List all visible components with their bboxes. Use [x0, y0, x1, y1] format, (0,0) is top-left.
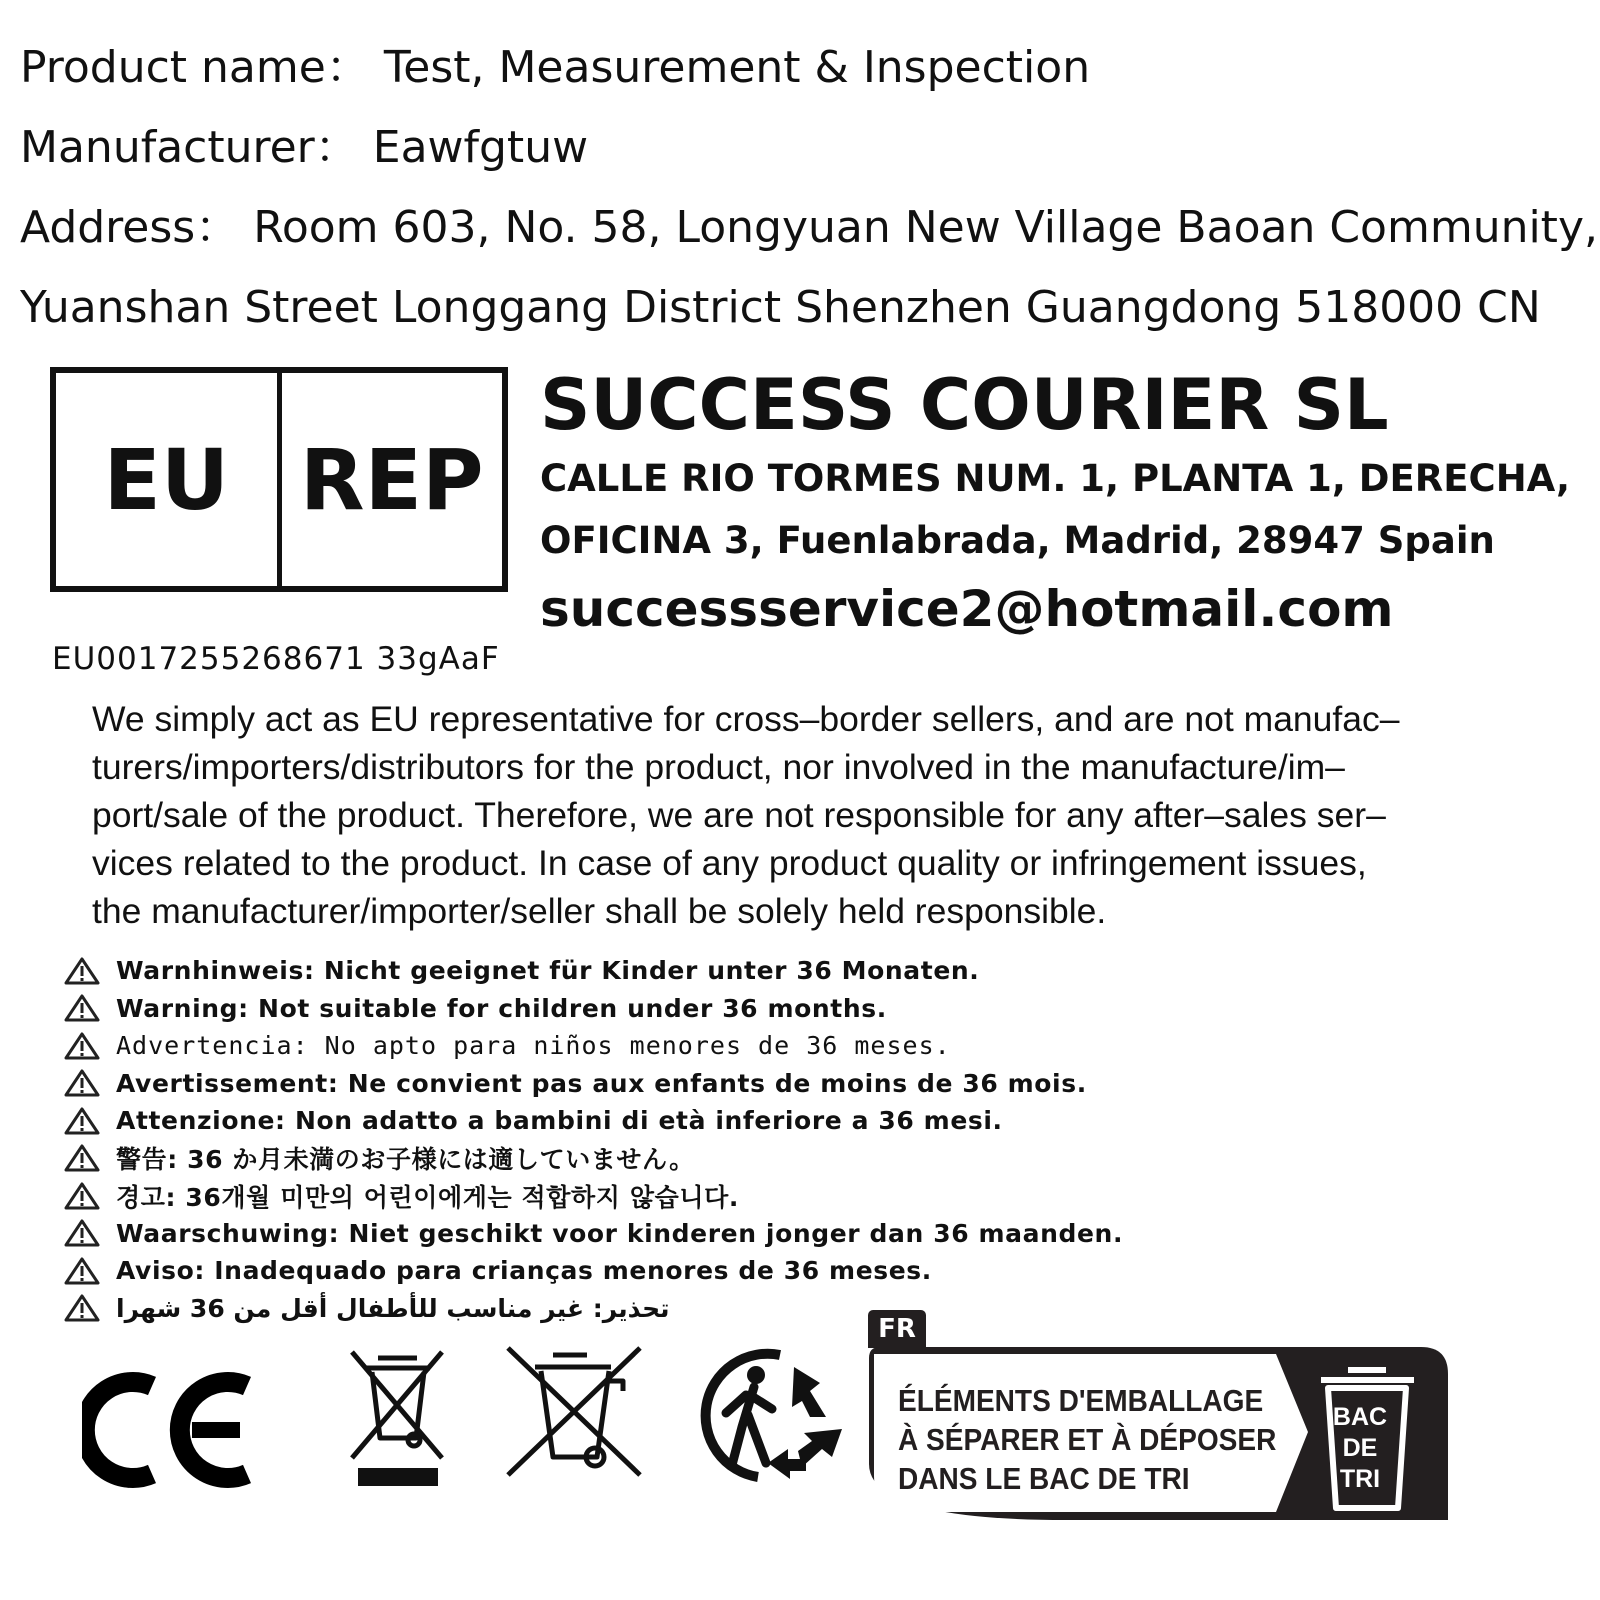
warning-triangle-icon	[64, 1294, 100, 1322]
warning-row	[64, 1027, 1364, 1065]
courier-address-line-2: OFICINA 3, Fuenlabrada, Madrid, 28947 Spain	[540, 519, 1495, 562]
eu-rep-code: EU0017255268671 33gAaF	[52, 641, 500, 677]
warning-pt: Aviso: Inadequado para crianças menores de 36 meses.	[116, 1256, 932, 1286]
product-name-line	[20, 28, 1590, 108]
disclaimer-line: port/sale of the product. Therefore, we are not responsible for any after–sales ser–	[92, 795, 1386, 835]
fr-line: À SÉPARER ET À DÉPOSER	[898, 1423, 1277, 1457]
warning-triangle-icon	[64, 994, 100, 1022]
warning-fr: Avertissement: Ne convient pas aux enfants de moins de 36 mois.	[116, 1068, 1087, 1098]
ce-mark-icon	[82, 1370, 252, 1490]
disclaimer	[92, 695, 1562, 935]
eu-label: EU	[56, 373, 282, 586]
crossed-bin-icon	[350, 1350, 445, 1490]
warning-nl: Waarschuwing: Niet geschikt voor kinderen jonger dan 36 maanden.	[116, 1218, 1124, 1248]
bin-line: BAC	[1332, 1403, 1388, 1431]
triman-recycle-icon	[698, 1345, 848, 1485]
warning-row	[64, 1065, 1364, 1103]
address-line-2: Yuanshan Street Longgang District Shenzhen Guangdong 518000 CN	[20, 282, 1541, 333]
warning-en: Warning: Not suitable for children under 36 months.	[116, 993, 887, 1023]
manufacturer-line	[20, 108, 1590, 188]
fr-line: ÉLÉMENTS D'EMBALLAGE	[898, 1384, 1264, 1418]
warning-ja: 警告: 36 か月未満のお子様には適していません。	[116, 1145, 695, 1175]
manufacturer-label: Manufacturer：	[20, 122, 359, 173]
product-name-label: Product name：	[20, 42, 370, 93]
warning-list	[64, 952, 1364, 1327]
warning-triangle-icon	[64, 1107, 100, 1135]
warning-triangle-icon	[64, 1219, 100, 1247]
warning-ar: تحذير: غير مناسب للأطفال أقل من 36 شهرا	[116, 1293, 670, 1323]
courier-name: SUCCESS COURIER SL	[540, 364, 1389, 446]
address-line	[20, 188, 1598, 268]
warning-triangle-icon	[64, 957, 100, 985]
warning-it: Attenzione: Non adatto a bambini di età inferiore a 36 mesi.	[116, 1106, 1003, 1136]
warning-row	[64, 1140, 1364, 1178]
disclaimer-line: turers/importers/distributors for the product, nor involved in the manufacture/im–	[92, 747, 1345, 787]
product-info	[20, 28, 1598, 348]
rep-label: REP	[299, 430, 484, 529]
warning-row	[64, 1215, 1364, 1253]
eu-representative	[540, 362, 1580, 646]
crossed-bin-icon	[505, 1345, 645, 1480]
bin-line: DE	[1342, 1434, 1378, 1462]
courier-address-line-1: CALLE RIO TORMES NUM. 1, PLANTA 1, DERECHA,	[540, 457, 1571, 500]
warning-ko: 경고: 36개월 미만의 어린이에게는 적합하지 않습니다.	[116, 1182, 739, 1212]
bin-line: TRI	[1339, 1465, 1381, 1493]
warning-triangle-icon	[64, 1257, 100, 1285]
warning-row	[64, 1252, 1364, 1290]
warning-triangle-icon	[64, 1144, 100, 1172]
warning-triangle-icon	[64, 1182, 100, 1210]
manufacturer-value: Eawfgtuw	[372, 122, 589, 173]
disclaimer-line: We simply act as EU representative for cross–border sellers, and are not manufac–	[92, 699, 1400, 739]
warning-triangle-icon	[64, 1032, 100, 1060]
address-line-1: Room 603, No. 58, Longyuan New Village Baoan Community,	[253, 202, 1598, 253]
fr-label-text	[898, 1382, 1276, 1499]
warning-es: Advertencia: No apto para niños menores de 36 meses.	[116, 1031, 951, 1061]
warning-triangle-icon	[64, 1069, 100, 1097]
product-name-value: Test, Measurement & Inspection	[383, 42, 1091, 93]
disclaimer-line: vices related to the product. In case of any product quality or infringement issues,	[92, 843, 1367, 883]
warning-row	[64, 1290, 1364, 1328]
fr-tab: FR	[868, 1310, 926, 1348]
bac-de-tri-text	[1330, 1402, 1390, 1495]
warning-row	[64, 952, 1364, 990]
warning-row	[64, 1177, 1364, 1215]
warning-de: Warnhinweis: Nicht geeignet für Kinder unter 36 Monaten.	[116, 956, 980, 986]
disclaimer-line: the manufacturer/importer/seller shall be solely held responsible.	[92, 891, 1107, 931]
warning-row	[64, 990, 1364, 1028]
fr-line: DANS LE BAC DE TRI	[898, 1462, 1190, 1496]
eu-rep-symbol	[50, 367, 508, 592]
warning-row	[64, 1102, 1364, 1140]
courier-email: successservice2@hotmail.com	[540, 580, 1394, 638]
address-label: Address：	[20, 202, 240, 253]
